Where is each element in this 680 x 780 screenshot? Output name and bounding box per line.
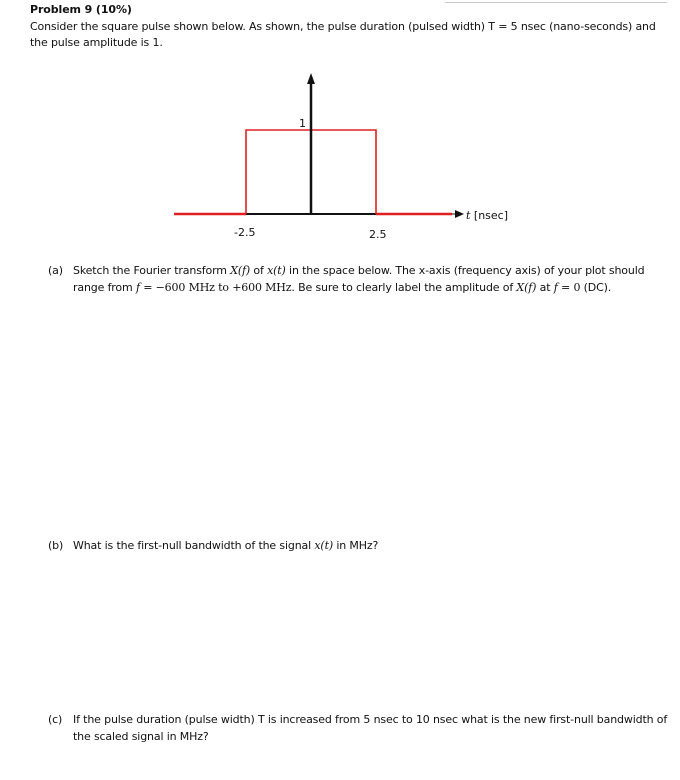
question-c-label: (c)	[48, 713, 63, 726]
problem-intro: Consider the square pulse shown below. As shown, the pulse duration (pulsed width) T = 5 nsec (nano-seconds) and the pulse amplitude is 1.	[30, 20, 656, 49]
tick-label-pos: 2.5	[369, 228, 387, 241]
question-b-label: (b)	[48, 539, 64, 552]
tick-label-neg: -2.5	[234, 226, 256, 239]
axis-unit: [nsec]	[473, 209, 509, 222]
question-a-label: (a)	[48, 264, 63, 277]
question-c	[48, 711, 668, 745]
question-b-text: What is the first-null bandwidth of the signal x(t) in MHz?	[73, 539, 379, 552]
question-c-text: If the pulse duration (pulse width) T is increased from 5 nsec to 10 nsec what is the new first-null bandwidth of the scaled signal in MHz?	[73, 713, 668, 743]
y-axis-arrowhead	[307, 73, 315, 84]
x-axis-arrowhead	[455, 210, 464, 218]
axis-variable: t	[466, 209, 471, 222]
axis-time-label	[466, 209, 508, 222]
question-b	[48, 537, 668, 554]
amplitude-label: 1	[299, 117, 306, 130]
problem-title: Problem 9 (10%)	[30, 3, 132, 16]
pulse-figure	[0, 0, 680, 260]
question-a	[48, 262, 668, 296]
question-a-text: Sketch the Fourier transform X(f) of x(t) in the space below. The x-axis (frequency axis) of your plot should range from f = −600 MHz to +600 MHz. Be sure to clearly label the amplitude of X(f) at f = 0 (DC).	[73, 264, 645, 294]
